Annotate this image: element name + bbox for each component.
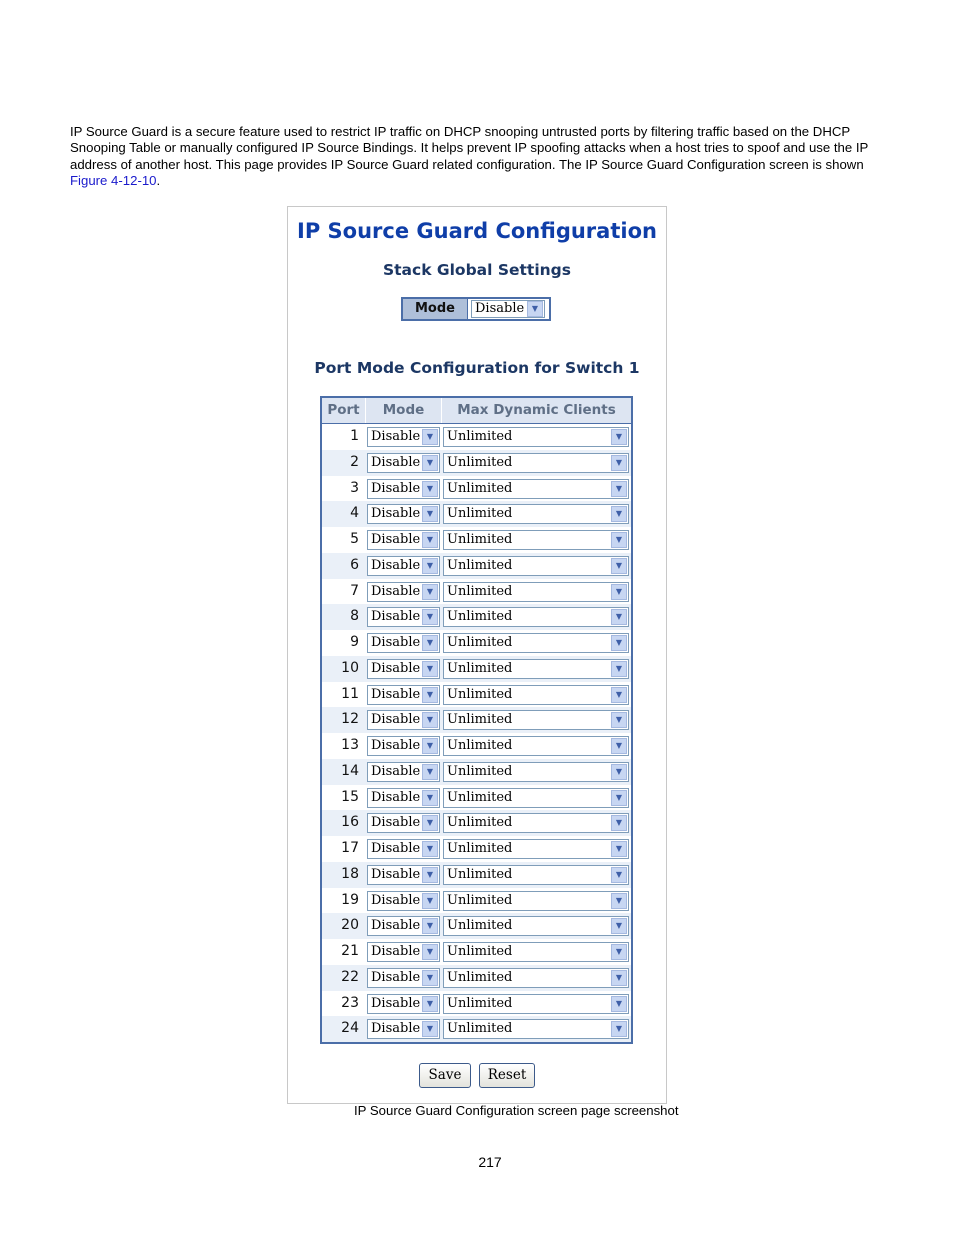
chevron-down-icon[interactable]: ▼: [422, 893, 438, 909]
port-mode-value: Disable: [371, 995, 421, 1011]
max-dynamic-clients-select[interactable]: [443, 839, 629, 859]
port-mode-config-title: Port Mode Configuration for Switch 1: [314, 359, 640, 377]
chevron-down-icon[interactable]: ▼: [422, 764, 438, 780]
max-dynamic-clients-select[interactable]: [443, 556, 629, 576]
chevron-down-icon[interactable]: ▼: [422, 970, 438, 986]
page-title: IP Source Guard Configuration: [297, 219, 657, 243]
port-mode-value: Disable: [371, 480, 421, 496]
port-mode-select[interactable]: [367, 504, 440, 524]
max-dynamic-clients-value: Unlimited: [447, 918, 513, 934]
port-mode-select[interactable]: [367, 762, 440, 782]
port-mode-value: Disable: [371, 1021, 421, 1037]
intro-text: IP Source Guard is a secure feature used to restrict IP traffic on DHCP snooping untrusted ports by filtering traffic based on the DHCP Snooping Table or manually configured IP Source Bindings. It helps prevent IP spoofing attacks when a host tries to spoof and use the IP address of another host. This page provides IP Source Guard related configuration. The IP Source Guard Configuration screen is shown: [70, 124, 869, 172]
max-dynamic-clients-select[interactable]: [443, 685, 629, 705]
column-header-max-dynamic-clients: Max Dynamic Clients: [457, 402, 616, 418]
port-number: 4: [350, 505, 359, 522]
table-row: [322, 682, 631, 708]
chevron-down-icon[interactable]: ▼: [611, 841, 627, 857]
intro-paragraph: [70, 124, 885, 189]
port-mode-value: Disable: [371, 815, 421, 831]
table-row: [322, 501, 631, 527]
port-number: 7: [350, 582, 359, 599]
port-mode-value: Disable: [371, 944, 421, 959]
chevron-down-icon[interactable]: ▼: [611, 815, 627, 831]
table-row: [322, 604, 631, 630]
chevron-down-icon[interactable]: ▼: [611, 584, 627, 600]
port-mode-value: Disable: [371, 789, 421, 805]
chevron-down-icon[interactable]: ▼: [611, 944, 627, 960]
column-header-mode: Mode: [382, 402, 425, 418]
max-dynamic-clients-value: Unlimited: [447, 815, 513, 831]
chevron-down-icon[interactable]: ▼: [611, 687, 627, 703]
table-row: [322, 1016, 631, 1042]
stack-mode-select[interactable]: [471, 300, 545, 318]
max-dynamic-clients-value: Unlimited: [447, 506, 513, 522]
port-number: 10: [341, 659, 359, 676]
port-mode-select[interactable]: [367, 736, 440, 756]
port-number: 14: [341, 762, 359, 779]
stack-mode-label: Mode: [403, 299, 468, 319]
max-dynamic-clients-select[interactable]: [443, 942, 629, 962]
chevron-down-icon[interactable]: ▼: [422, 841, 438, 857]
port-mode-value: Disable: [371, 892, 421, 908]
stack-mode-value: Disable: [475, 301, 525, 316]
chevron-down-icon[interactable]: ▼: [611, 481, 627, 497]
intro-text-end: .: [156, 172, 161, 188]
chevron-down-icon[interactable]: ▼: [422, 738, 438, 754]
table-row: [322, 707, 631, 733]
chevron-down-icon[interactable]: ▼: [422, 609, 438, 625]
chevron-down-icon[interactable]: ▼: [422, 918, 438, 934]
max-dynamic-clients-select[interactable]: [443, 968, 629, 988]
table-row: [322, 913, 631, 939]
chevron-down-icon[interactable]: ▼: [422, 712, 438, 728]
max-dynamic-clients-value: Unlimited: [447, 892, 513, 908]
max-dynamic-clients-value: Unlimited: [447, 429, 513, 444]
port-number: 21: [341, 943, 359, 959]
port-number: 8: [350, 608, 359, 625]
max-dynamic-clients-select[interactable]: [443, 659, 629, 679]
port-mode-value: Disable: [371, 686, 421, 702]
max-dynamic-clients-value: Unlimited: [447, 609, 513, 625]
column-header-port: Port: [327, 402, 360, 418]
port-number: 6: [350, 556, 359, 573]
port-number: 1: [350, 428, 359, 444]
max-dynamic-clients-value: Unlimited: [447, 995, 513, 1011]
port-number: 20: [341, 917, 359, 934]
table-header: [322, 398, 631, 424]
port-mode-value: Disable: [371, 609, 421, 625]
chevron-down-icon[interactable]: ▼: [611, 1021, 627, 1037]
max-dynamic-clients-select[interactable]: [443, 633, 629, 653]
table-row: [322, 553, 631, 579]
max-dynamic-clients-value: Unlimited: [447, 686, 513, 702]
max-dynamic-clients-select[interactable]: [443, 813, 629, 833]
chevron-down-icon[interactable]: ▼: [611, 764, 627, 780]
max-dynamic-clients-select[interactable]: [443, 530, 629, 550]
chevron-down-icon[interactable]: ▼: [527, 301, 543, 317]
chevron-down-icon[interactable]: ▼: [611, 893, 627, 909]
chevron-down-icon[interactable]: ▼: [611, 635, 627, 651]
port-mode-value: Disable: [371, 969, 421, 985]
max-dynamic-clients-value: Unlimited: [447, 789, 513, 805]
table-row: [322, 579, 631, 605]
port-mode-select[interactable]: [367, 891, 440, 911]
chevron-down-icon[interactable]: ▼: [611, 712, 627, 728]
port-mode-select[interactable]: [367, 1019, 440, 1039]
chevron-down-icon[interactable]: ▼: [422, 867, 438, 883]
port-mode-value: Disable: [371, 532, 421, 547]
port-number: 15: [341, 788, 359, 805]
port-number: 12: [341, 711, 359, 728]
port-mode-select[interactable]: [367, 710, 440, 730]
port-mode-select[interactable]: [367, 813, 440, 833]
max-dynamic-clients-select[interactable]: [443, 891, 629, 911]
chevron-down-icon[interactable]: ▼: [422, 996, 438, 1012]
table-row: [322, 527, 631, 553]
max-dynamic-clients-value: Unlimited: [447, 841, 513, 856]
save-button[interactable]: Save: [419, 1063, 471, 1088]
chevron-down-icon[interactable]: ▼: [611, 918, 627, 934]
chevron-down-icon[interactable]: ▼: [611, 558, 627, 574]
port-number: 3: [350, 479, 359, 496]
chevron-down-icon[interactable]: ▼: [422, 558, 438, 574]
chevron-down-icon[interactable]: ▼: [422, 481, 438, 497]
port-mode-value: Disable: [371, 635, 421, 650]
table-row: [322, 759, 631, 785]
port-mode-select[interactable]: [367, 479, 440, 499]
port-mode-value: Disable: [371, 738, 421, 753]
max-dynamic-clients-select[interactable]: [443, 788, 629, 808]
port-mode-table: [320, 396, 633, 1044]
max-dynamic-clients-value: Unlimited: [447, 660, 513, 676]
table-row: [322, 424, 631, 450]
max-dynamic-clients-select[interactable]: [443, 582, 629, 602]
port-number: 11: [341, 685, 359, 702]
table-row: [322, 785, 631, 811]
port-mode-value: Disable: [371, 763, 421, 779]
table-row: [322, 939, 631, 965]
table-row: [322, 810, 631, 836]
table-row: [322, 991, 631, 1017]
chevron-down-icon[interactable]: ▼: [611, 738, 627, 754]
port-mode-value: Disable: [371, 918, 421, 934]
chevron-down-icon[interactable]: ▼: [422, 1021, 438, 1037]
port-mode-select[interactable]: [367, 659, 440, 679]
port-number: 18: [341, 865, 359, 882]
port-mode-value: Disable: [371, 866, 421, 882]
chevron-down-icon[interactable]: ▼: [422, 790, 438, 806]
figure-link[interactable]: Figure 4-12-10: [70, 172, 157, 188]
port-mode-value: Disable: [371, 660, 421, 676]
screenshot-frame: [287, 206, 667, 1104]
port-mode-value: Disable: [371, 841, 421, 856]
port-mode-select[interactable]: [367, 942, 440, 962]
max-dynamic-clients-select[interactable]: [443, 865, 629, 885]
port-number: 23: [341, 994, 359, 1011]
chevron-down-icon[interactable]: ▼: [611, 506, 627, 522]
max-dynamic-clients-value: Unlimited: [447, 557, 513, 573]
chevron-down-icon[interactable]: ▼: [611, 429, 627, 445]
chevron-down-icon[interactable]: ▼: [611, 661, 627, 677]
table-row: [322, 476, 631, 502]
chevron-down-icon[interactable]: ▼: [422, 429, 438, 445]
chevron-down-icon[interactable]: ▼: [422, 455, 438, 471]
max-dynamic-clients-value: Unlimited: [447, 480, 513, 496]
stack-mode-setting: [401, 297, 551, 321]
chevron-down-icon[interactable]: ▼: [611, 532, 627, 548]
max-dynamic-clients-select[interactable]: [443, 736, 629, 756]
max-dynamic-clients-value: Unlimited: [447, 583, 513, 599]
chevron-down-icon[interactable]: ▼: [422, 815, 438, 831]
port-mode-select[interactable]: [367, 685, 440, 705]
max-dynamic-clients-select[interactable]: [443, 762, 629, 782]
max-dynamic-clients-select[interactable]: [443, 607, 629, 627]
max-dynamic-clients-value: Unlimited: [447, 532, 513, 547]
port-mode-select[interactable]: [367, 839, 440, 859]
port-mode-select[interactable]: [367, 994, 440, 1014]
port-number: 13: [341, 737, 359, 753]
table-row: [322, 450, 631, 476]
port-mode-select[interactable]: [367, 453, 440, 473]
table-row: [322, 862, 631, 888]
chevron-down-icon[interactable]: ▼: [611, 790, 627, 806]
chevron-down-icon[interactable]: ▼: [422, 635, 438, 651]
max-dynamic-clients-select[interactable]: [443, 453, 629, 473]
stack-global-settings-title: Stack Global Settings: [382, 261, 572, 279]
port-mode-select[interactable]: [367, 633, 440, 653]
port-mode-value: Disable: [371, 557, 421, 573]
port-number: 9: [350, 634, 359, 650]
chevron-down-icon[interactable]: ▼: [422, 506, 438, 522]
table-row: [322, 888, 631, 914]
max-dynamic-clients-value: Unlimited: [447, 454, 513, 470]
port-mode-value: Disable: [371, 712, 421, 728]
max-dynamic-clients-value: Unlimited: [447, 1021, 513, 1037]
port-mode-select[interactable]: [367, 427, 440, 447]
table-row: [322, 733, 631, 759]
table-row: [322, 836, 631, 862]
table-row: [322, 965, 631, 991]
max-dynamic-clients-select[interactable]: [443, 427, 629, 447]
port-number: 2: [350, 453, 359, 470]
max-dynamic-clients-value: Unlimited: [447, 763, 513, 779]
port-mode-select[interactable]: [367, 556, 440, 576]
chevron-down-icon[interactable]: ▼: [611, 609, 627, 625]
chevron-down-icon[interactable]: ▼: [611, 996, 627, 1012]
max-dynamic-clients-select[interactable]: [443, 504, 629, 524]
chevron-down-icon[interactable]: ▼: [422, 687, 438, 703]
max-dynamic-clients-value: Unlimited: [447, 866, 513, 882]
max-dynamic-clients-select[interactable]: [443, 1019, 629, 1039]
port-mode-value: Disable: [371, 506, 421, 522]
chevron-down-icon[interactable]: ▼: [611, 867, 627, 883]
chevron-down-icon[interactable]: ▼: [611, 970, 627, 986]
page-number: 217: [478, 1154, 502, 1170]
port-number: 16: [341, 814, 359, 831]
port-mode-select[interactable]: [367, 968, 440, 988]
port-number: 17: [341, 840, 359, 856]
reset-button[interactable]: Reset: [479, 1063, 535, 1088]
port-mode-select[interactable]: [367, 607, 440, 627]
max-dynamic-clients-select[interactable]: [443, 916, 629, 936]
port-mode-select[interactable]: [367, 788, 440, 808]
port-mode-value: Disable: [371, 583, 421, 599]
chevron-down-icon[interactable]: ▼: [422, 532, 438, 548]
table-row: [322, 630, 631, 656]
chevron-down-icon[interactable]: ▼: [422, 584, 438, 600]
max-dynamic-clients-select[interactable]: [443, 994, 629, 1014]
port-mode-value: Disable: [371, 429, 421, 444]
max-dynamic-clients-select[interactable]: [443, 479, 629, 499]
max-dynamic-clients-value: Unlimited: [447, 969, 513, 985]
max-dynamic-clients-select[interactable]: [443, 710, 629, 730]
chevron-down-icon[interactable]: ▼: [422, 661, 438, 677]
port-number: 24: [341, 1020, 359, 1037]
max-dynamic-clients-value: Unlimited: [447, 944, 513, 959]
port-mode-select[interactable]: [367, 865, 440, 885]
port-mode-select[interactable]: [367, 530, 440, 550]
port-mode-select[interactable]: [367, 582, 440, 602]
table-row: [322, 656, 631, 682]
port-number: 22: [341, 968, 359, 985]
max-dynamic-clients-value: Unlimited: [447, 635, 513, 650]
figure-caption: IP Source Guard Configuration screen page screenshot: [354, 1103, 679, 1118]
port-mode-select[interactable]: [367, 916, 440, 936]
port-mode-value: Disable: [371, 454, 421, 470]
port-number: 19: [341, 891, 359, 908]
max-dynamic-clients-value: Unlimited: [447, 712, 513, 728]
chevron-down-icon[interactable]: ▼: [422, 944, 438, 960]
port-number: 5: [350, 531, 359, 547]
chevron-down-icon[interactable]: ▼: [611, 455, 627, 471]
max-dynamic-clients-value: Unlimited: [447, 738, 513, 753]
